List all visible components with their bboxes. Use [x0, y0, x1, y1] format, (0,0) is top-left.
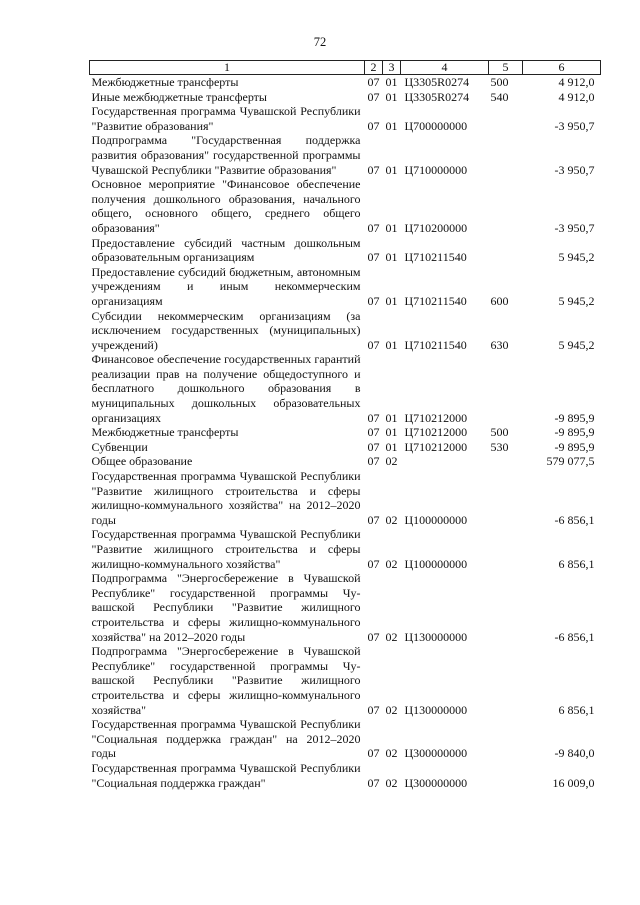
- table-row: [90, 133, 601, 177]
- row-subsection: 01: [385, 337, 398, 352]
- row-target-code: Ц710212000: [404, 439, 468, 454]
- row-amount: -6 856,1: [554, 629, 595, 644]
- row-expense-type: [489, 133, 523, 177]
- row-name: Подпрограмма "Энергосбережение в Чувашской Республике" государственной программы Чувашской Республики "Развитие жилищного строительства и сферы жилищно-коммунального хозяйства" на 2012–2020 годы: [91, 571, 361, 644]
- row-amount: -9 895,9: [554, 410, 595, 425]
- row-section: 07: [367, 439, 380, 454]
- row-section: 07: [367, 556, 380, 571]
- row-subsection: 01: [385, 293, 398, 308]
- row-expense-type: [489, 717, 523, 761]
- row-name: Государственная программа Чувашской Республики "Социальная поддержка граждан" на 2012–2020 годы: [91, 717, 361, 761]
- row-expense-type: 500: [490, 425, 509, 440]
- row-section: 07: [367, 337, 380, 352]
- row-subsection: 01: [385, 162, 398, 177]
- row-name: Государственная программа Чувашской Республики "Развитие образования": [91, 104, 361, 133]
- table-row: [90, 571, 601, 644]
- row-subsection: 01: [385, 250, 398, 265]
- row-expense-type: 500: [490, 75, 509, 89]
- row-subsection: 02: [385, 454, 398, 469]
- row-expense-type: 630: [490, 337, 509, 352]
- row-target-code: Ц710211540: [404, 293, 467, 308]
- row-expense-type: 540: [490, 89, 509, 104]
- row-target-code: Ц710000000: [404, 162, 468, 177]
- row-expense-type: [489, 236, 523, 265]
- row-target-code: Ц100000000: [404, 556, 468, 571]
- row-name: Государственная программа Чувашской Республики "Развитие жилищного строительства и сферы жилищно-коммунального хозяйства" на 2012–2020 годы: [91, 469, 361, 527]
- row-subsection: 01: [385, 118, 398, 133]
- row-amount: -9 895,9: [554, 439, 595, 454]
- row-section: 07: [367, 250, 380, 265]
- row-section: 07: [367, 162, 380, 177]
- table-row: [90, 75, 601, 90]
- row-target-code: Ц3305R0274: [404, 89, 470, 104]
- row-expense-type: [489, 571, 523, 644]
- row-expense-type: [489, 454, 523, 469]
- row-target-code: Ц130000000: [404, 702, 468, 717]
- row-subsection: 01: [385, 439, 398, 454]
- column-header-amount: 6: [523, 61, 601, 75]
- row-section: 07: [367, 454, 380, 469]
- row-target-code: Ц300000000: [404, 746, 468, 761]
- row-target-code: Ц3305R0274: [404, 75, 470, 89]
- row-subsection: 01: [385, 89, 398, 104]
- table-row: [90, 90, 601, 105]
- row-expense-type: [489, 352, 523, 425]
- row-expense-type: [489, 177, 523, 235]
- row-section: 07: [367, 89, 380, 104]
- row-target-code: Ц300000000: [404, 775, 468, 790]
- row-amount: 6 856,1: [558, 556, 595, 571]
- row-subsection: 02: [385, 702, 398, 717]
- row-name: Подпрограмма "Энергосбережение в Чувашской Республике" государственной программы Чувашской Республики "Развитие жилищного строительства и сферы жилищно-коммунального хозяйства": [91, 644, 361, 717]
- row-name: Иные межбюджетные трансферты: [91, 89, 267, 104]
- row-expense-type: [489, 644, 523, 717]
- row-subsection: 01: [385, 410, 398, 425]
- table-row: [90, 352, 601, 425]
- row-amount: 5 945,2: [558, 337, 595, 352]
- row-section: 07: [367, 775, 380, 790]
- row-amount: -9 840,0: [554, 746, 595, 761]
- row-target-code: [401, 454, 489, 469]
- table-row: [90, 469, 601, 527]
- row-expense-type: [489, 761, 523, 790]
- column-header-type: 5: [489, 61, 523, 75]
- row-amount: 5 945,2: [558, 293, 595, 308]
- row-subsection: 01: [385, 425, 398, 440]
- row-amount: 4 912,0: [558, 75, 595, 89]
- row-section: 07: [367, 512, 380, 527]
- row-target-code: Ц710211540: [404, 337, 467, 352]
- row-target-code: Ц710212000: [404, 425, 468, 440]
- column-header-section: 2: [365, 61, 383, 75]
- row-name: Межбюджетные трансферты: [91, 75, 239, 89]
- row-name: Субсидии некоммерческим организациям (за исключением государственных (муниципальных) учреждений): [91, 308, 361, 352]
- row-section: 07: [367, 702, 380, 717]
- row-name: Государственная программа Чувашской Республики "Социальная поддержка граждан": [91, 760, 361, 790]
- row-expense-type: 530: [490, 439, 509, 454]
- column-header-subsection: 3: [383, 61, 401, 75]
- row-amount: -3 950,7: [554, 118, 595, 133]
- table-row: [90, 440, 601, 455]
- table-row: [90, 425, 601, 440]
- table-row: [90, 104, 601, 133]
- row-amount: 579 077,5: [546, 454, 595, 469]
- table-row: [90, 236, 601, 265]
- row-amount: 4 912,0: [558, 89, 595, 104]
- row-subsection: 02: [385, 556, 398, 571]
- row-subsection: 02: [385, 512, 398, 527]
- row-target-code: Ц700000000: [404, 118, 468, 133]
- row-target-code: Ц710212000: [404, 410, 468, 425]
- row-name: Государственная программа Чувашской Республики "Развитие жилищного строительства и сферы жилищно-коммунального хозяйства": [91, 527, 361, 571]
- row-amount: -3 950,7: [554, 220, 595, 235]
- row-subsection: 02: [385, 629, 398, 644]
- row-expense-type: [489, 469, 523, 527]
- row-name: Финансовое обеспечение государственных гарантий реализации прав на получение общедоступного и бесплатного дошкольного образования в муниципальных дошкольных образовательных организациях: [91, 352, 361, 425]
- row-section: 07: [367, 118, 380, 133]
- row-section: 07: [367, 410, 380, 425]
- table-row: [90, 717, 601, 761]
- row-amount: -3 950,7: [554, 162, 595, 177]
- table-row: [90, 454, 601, 469]
- row-name: Основное мероприятие "Финансовое обеспечение получения дошкольного образования, начального общего, основного общего, среднего общего образования": [91, 177, 361, 235]
- table-row: [90, 527, 601, 571]
- header-row: [90, 61, 601, 75]
- row-expense-type: 600: [490, 293, 509, 308]
- table-row: [90, 309, 601, 353]
- column-header-name: 1: [90, 61, 365, 75]
- row-expense-type: [489, 104, 523, 133]
- row-section: 07: [367, 293, 380, 308]
- row-amount: -9 895,9: [554, 425, 595, 440]
- table-row: [90, 177, 601, 235]
- row-name: Подпрограмма "Государственная поддержка развития образования" государственной программы Чувашской Республики "Развитие образования": [91, 133, 361, 177]
- row-section: 07: [367, 629, 380, 644]
- row-subsection: 02: [385, 775, 398, 790]
- row-amount: -6 856,1: [554, 512, 595, 527]
- row-subsection: 01: [385, 75, 398, 89]
- row-section: 07: [367, 425, 380, 440]
- table-row: [90, 265, 601, 309]
- row-subsection: 02: [385, 746, 398, 761]
- row-section: 07: [367, 75, 380, 89]
- row-target-code: Ц710200000: [404, 220, 468, 235]
- row-expense-type: [489, 527, 523, 571]
- row-amount: 16 009,0: [552, 775, 595, 790]
- row-amount: 5 945,2: [558, 250, 595, 265]
- table-body: [90, 75, 601, 791]
- table-header: [90, 61, 601, 75]
- table-row: [90, 761, 601, 790]
- budget-table: [89, 60, 601, 790]
- row-subsection: 01: [385, 220, 398, 235]
- row-name: Межбюджетные трансферты: [91, 425, 239, 440]
- row-target-code: Ц100000000: [404, 512, 468, 527]
- page-number: 72: [313, 35, 327, 49]
- row-section: 07: [367, 746, 380, 761]
- row-name: Субвенции: [91, 439, 148, 454]
- row-amount: 6 856,1: [558, 702, 595, 717]
- column-header-target: 4: [401, 61, 489, 75]
- row-name: Предоставление субсидий бюджетным, автономным учреждениям и иным некоммерческим организациям: [91, 264, 361, 308]
- row-name: Общее образование: [91, 454, 193, 469]
- row-name: Предоставление субсидий частным дошкольным образовательным организациям: [91, 235, 361, 265]
- row-target-code: Ц130000000: [404, 629, 468, 644]
- row-target-code: Ц710211540: [404, 250, 467, 265]
- table-row: [90, 644, 601, 717]
- row-section: 07: [367, 220, 380, 235]
